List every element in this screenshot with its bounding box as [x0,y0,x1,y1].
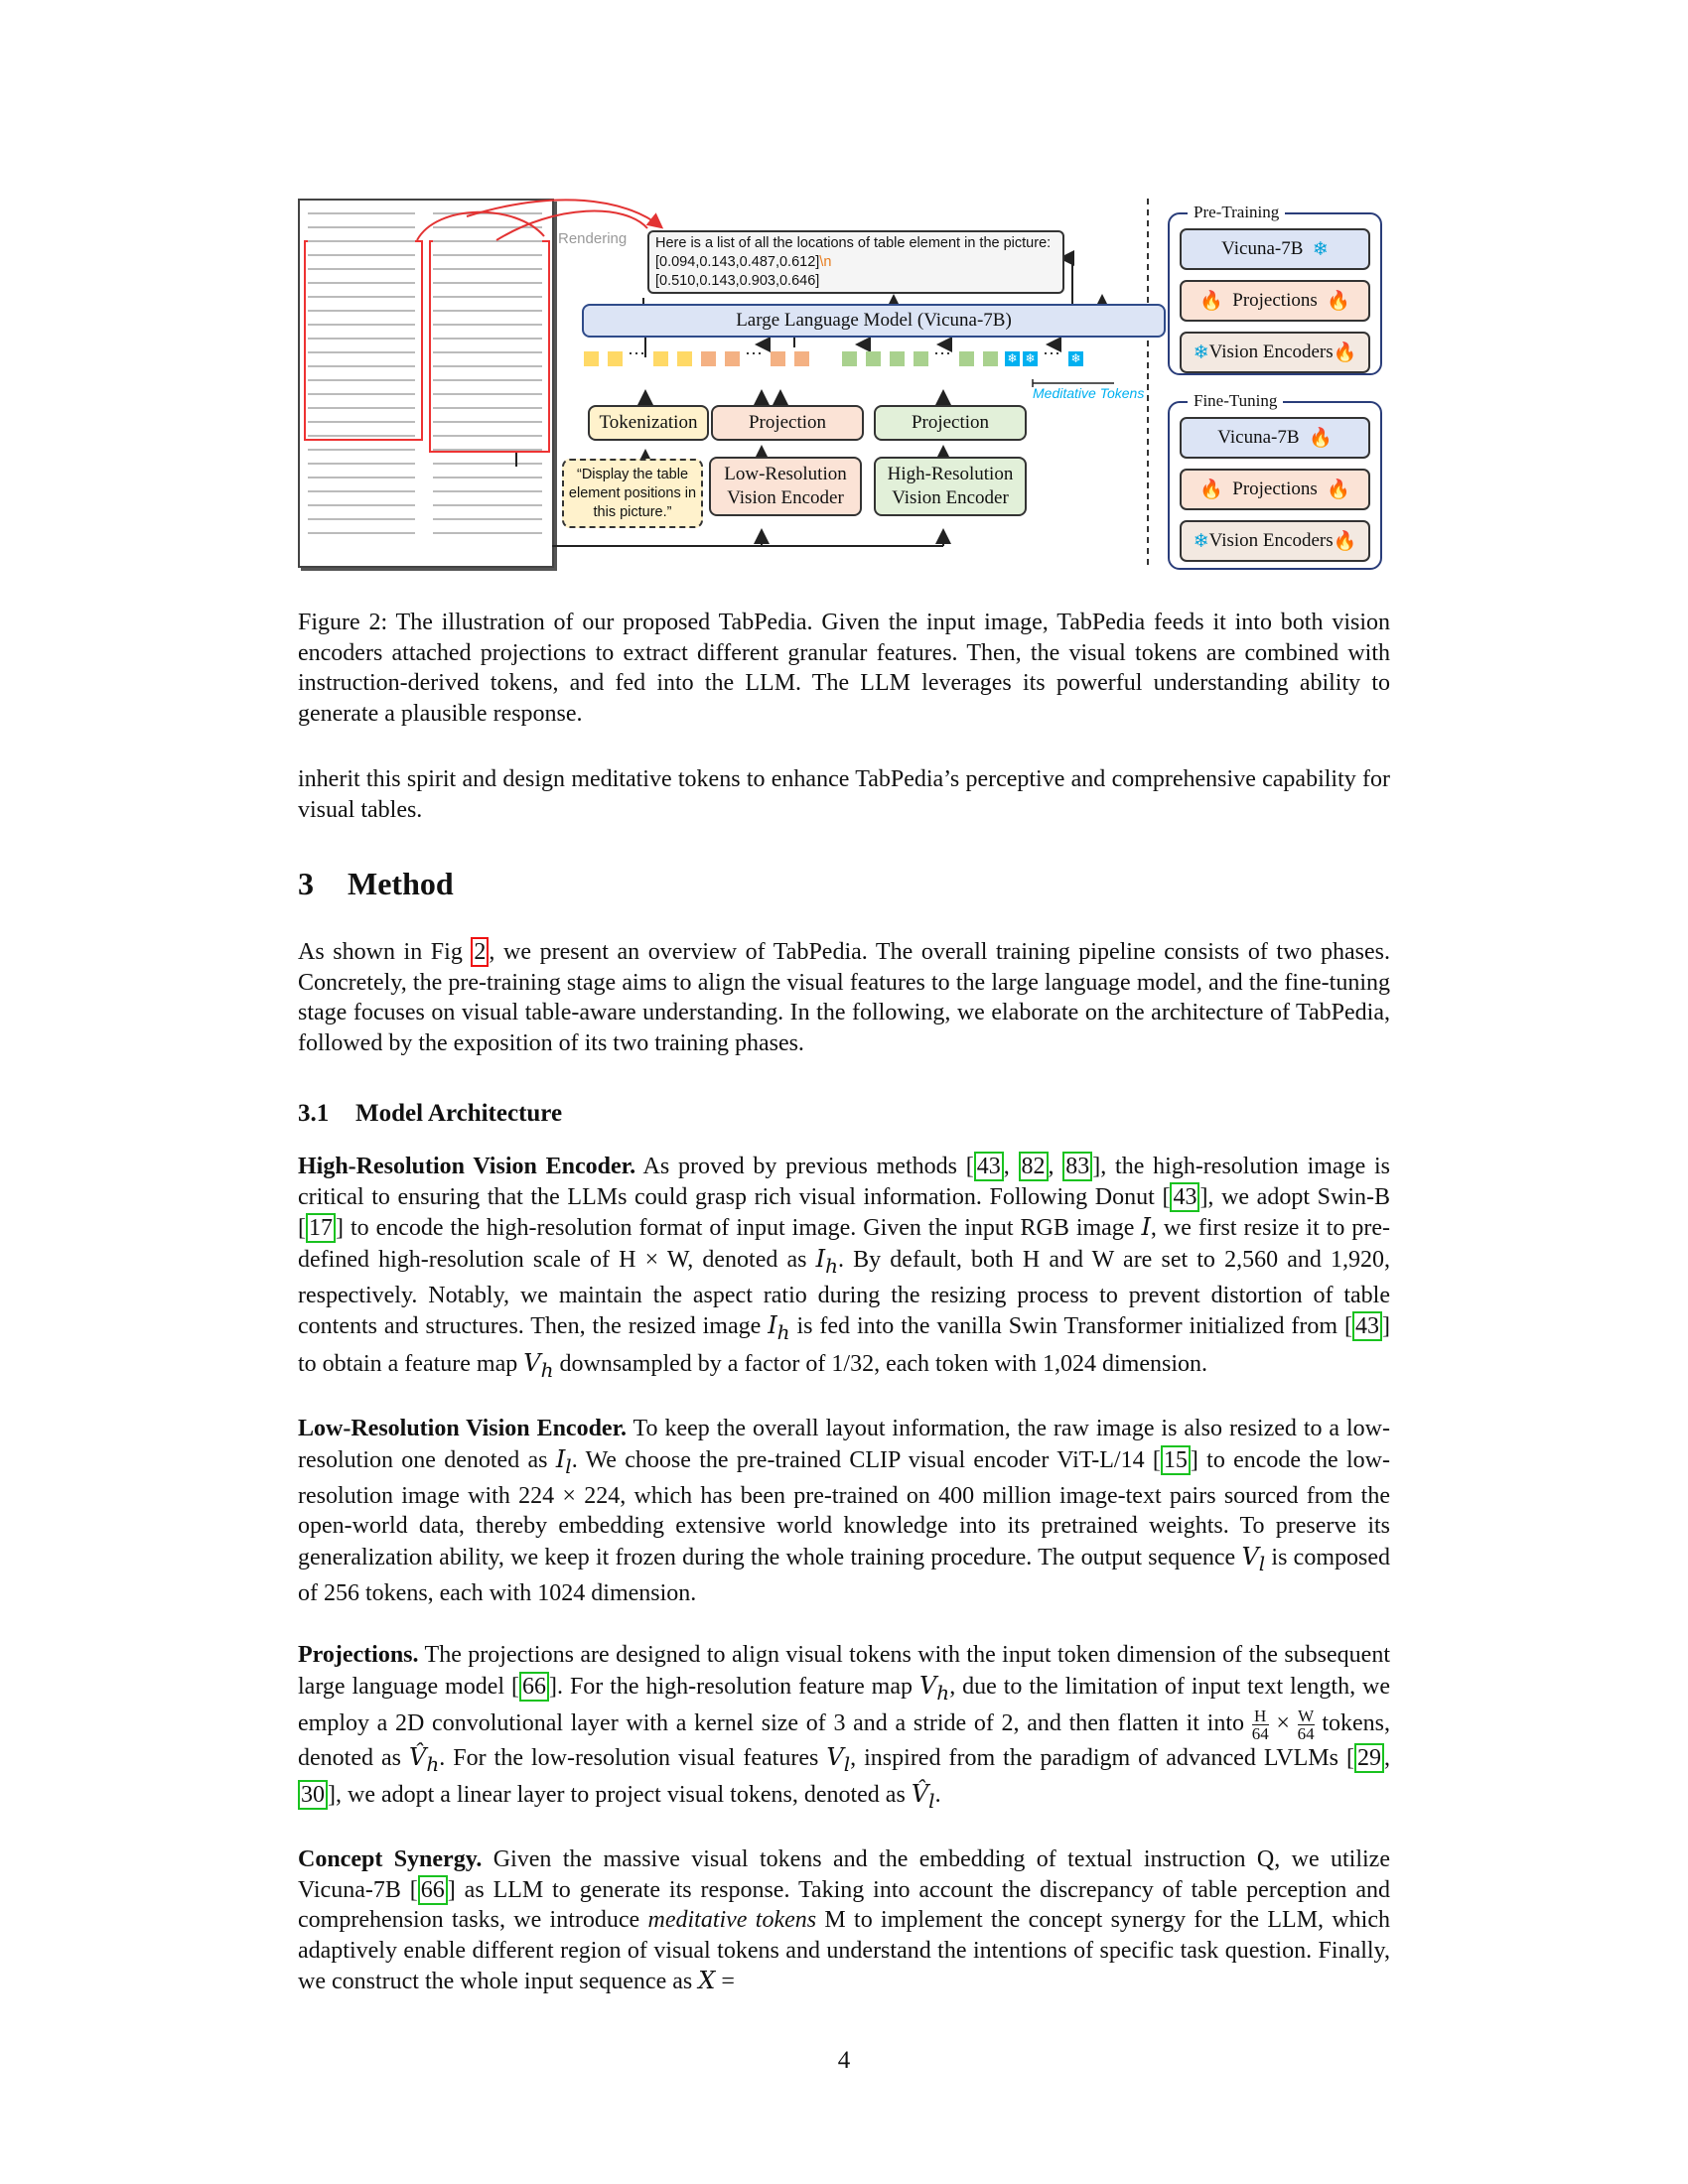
subsection-title-text: Model Architecture [355,1100,563,1127]
pretraining-vicuna [1180,228,1370,270]
citation-link[interactable]: 66 [418,1875,448,1905]
high-res-encoder-line-1: High-Resolution [887,464,1014,484]
citation-link[interactable]: 43 [974,1152,1004,1181]
fire-icon: 🔥 [1327,479,1350,500]
response-line-1: Here is a list of all the locations of table element in the picture: [655,235,1052,251]
subsection-title [298,1100,562,1128]
low-res-encoder-block [709,457,862,516]
method-intro-text: , we present an overview of TabPedia. The overall training pipeline consists of two phases. Concretely, the pre-training stage aims to align the visual features to the large language model, and the fine-tuning stage focuses on visual table-aware understanding. In the following, we elaborate on the architecture of TabPedia, followed by the exposition of its two training phases. [298,939,1390,1056]
high-res-token [890,351,905,366]
high-res-token [983,351,998,366]
paragraph-heading: Low-Resolution Vision Encoder. [298,1416,628,1441]
pretraining-label: Pre-Training [1188,203,1285,222]
finetuning-projections [1180,469,1370,510]
fire-icon: 🔥 [1333,342,1357,363]
citation-link[interactable]: 66 [519,1672,549,1702]
finetuning-panel [1168,391,1382,570]
high-res-projection-block: Projection [874,405,1027,441]
text-token [653,351,668,366]
tokenization-block: Tokenization [588,405,709,441]
pretraining-vision-encoders [1180,332,1370,373]
meditative-token: ❄ [1068,351,1083,366]
fire-icon: 🔥 [1327,291,1350,312]
fire-icon: 🔥 [1199,291,1223,312]
figure-reference-link[interactable]: 2 [471,937,489,967]
low-res-encoder-line-1: Low-Resolution [724,464,847,484]
finetuning-projections-label: Projections [1232,478,1318,499]
high-res-encoder-block [874,457,1027,516]
paragraph-heading: Concept Synergy. [298,1846,483,1872]
method-intro-paragraph [298,937,1390,1058]
fire-icon: 🔥 [1309,428,1333,449]
citation-link[interactable]: 43 [1170,1182,1199,1212]
high-res-token [842,351,857,366]
pretraining-panel [1168,203,1382,375]
pretraining-projections [1180,280,1370,322]
paragraph-heading: Projections. [298,1642,419,1668]
intro-paragraph: inherit this spirit and design meditative tokens to enhance TabPedia’s perceptive and comprehensive capability for visual tables. [298,766,1390,823]
finetuning-vicuna [1180,417,1370,459]
response-line-3: [0.510,0.143,0.903,0.646] [655,273,820,289]
pretraining-vicuna-label: Vicuna-7B [1221,238,1304,259]
low-res-token [701,351,716,366]
citation-link[interactable]: 82 [1019,1152,1049,1181]
low-res-token [771,351,785,366]
pretraining-vision-encoders-label: Vision Encoders [1208,341,1334,362]
snowflake-icon: ❄ [1193,530,1209,552]
low-res-projection-block: Projection [711,405,864,441]
llm-block: Large Language Model (Vicuna-7B) [582,304,1166,338]
response-newline-token: \n [819,254,832,270]
low-res-encoder-line-2: Vision Encoder [727,487,844,508]
text-token [584,351,599,366]
meditative-token: ❄ [1005,351,1020,366]
finetuning-vision-encoders [1180,520,1370,562]
method-intro-text: As shown in Fig [298,939,472,965]
figure-caption: Figure 2: The illustration of our proposed TabPedia. Given the input image, TabPedia feeds it into both vision encoders attached projections to extract different granular features. Then, the visual tokens are combined with instruction-derived tokens, and fed into the LLM. The LLM leverages its powerful understanding ability to generate a plausible response. [298,610,1390,727]
llm-response-box [647,230,1064,294]
ellipsis: ··· [745,343,763,363]
high-res-token [959,351,974,366]
text-token [677,351,692,366]
projections-paragraph: Projections. The projections are designed to align visual tokens with the input token dimension of the subsequent large language model [ 66 ]. For the high-resolution feature map $V_h$, due to the limitation of input text length, we employ a 2D convolutional layer with a kernel size of 3 and a stride of 2, and then flatten it into $\frac{H}{64}$ × $\frac{W}{64}$ tokens, denoted as $V̂_h$. For the low-resolution visual features $V_l$, inspired from the paradigm of advanced LVLMs [ 29 , 30 ], we adopt a linear layer to project visual tokens, denoted as $V̂_l$. [298,1642,1391,1813]
section-title-text: Method [348,866,454,901]
fraction: $\frac{W}{64}$ [1297,1706,1315,1743]
text-token [608,351,623,366]
rendering-label: Rendering [558,230,628,247]
ellipsis: ··· [933,343,951,363]
low-res-token [794,351,809,366]
high-res-token [866,351,881,366]
response-line-2: [0.094,0.143,0.487,0.612] [655,254,820,270]
high-res-token [914,351,928,366]
finetuning-vision-encoders-label: Vision Encoders [1208,530,1334,551]
snowflake-icon: ❄ [1312,238,1329,260]
high-res-encoder-line-2: Vision Encoder [892,487,1009,508]
ellipsis: ··· [628,343,645,363]
citation-link[interactable]: 83 [1062,1152,1092,1181]
citation-link[interactable]: 15 [1161,1445,1191,1475]
lr-encoder-paragraph: Low-Resolution Vision Encoder. To keep the overall layout information, the raw image is also resized to a low-resolution one denoted as $I_l$. We choose the pre-trained CLIP visual encoder ViT-L/14 [ 15 ] to encode the low-resolution image with 224 × 224, which has been pre-trained on 400 million image-text pairs sourced from the open-world data, thereby embedding extensive world knowledge into its pretrained weights. To preserve its generalization ability, we keep it frozen during the whole training procedure. The output sequence $V_l$ is composed of 256 tokens, each with 1024 dimension. [298,1416,1391,1607]
hr-encoder-paragraph: High-Resolution Vision Encoder. As proved by previous methods [ 43 , 82 , 83 ], the high-resolution image is critical to ensuring that the LLMs could grasp rich visual information. Following Donut [ 43 ], we adopt Swin-B [ 17 ] to encode the high-resolution format of input image. Given the input RGB image I, we first resize it to pre-defined high-resolution scale of H × W, denoted as $I_h$. By default, both H and W are set to 2,560 and 1,920, respectively. Notably, we maintain the aspect ratio during the resizing process to prevent distortion of table contents and structures. Then, the resized image $I_h$ is fed into the vanilla Swin Transformer initialized from [ 43 ] to obtain a feature map $V_h$ downsampled by a factor of 1/32, each token with 1,024 dimension. [298,1154,1391,1382]
instruction-box: “Display the table element positions in this picture.” [562,459,703,528]
snowflake-icon: ❄ [1193,341,1209,363]
fraction: $\frac{H}{64}$ [1251,1706,1269,1743]
citation-link[interactable]: 29 [1354,1743,1384,1773]
ellipsis: ··· [1043,343,1060,363]
figure-2 [298,199,1400,576]
fire-icon: 🔥 [1199,479,1223,500]
concept-synergy-paragraph: Concept Synergy. Given the massive visual tokens and the embedding of textual instruction Q, we utilize Vicuna-7B [ 66 ] as LLM to generate its response. Taking into account the discrepancy of table perception and comprehension tasks, we introduce meditative tokens M to implement the concept synergy for the LLM, which adaptively enable different region of visual tokens and understand the intentions of specific task question. Finally, we construct the whole input sequence as X = [298,1846,1390,1994]
section-title [298,866,454,902]
pretraining-projections-label: Projections [1232,290,1318,311]
citation-link[interactable]: 17 [306,1213,336,1243]
fire-icon: 🔥 [1333,531,1357,552]
citation-link[interactable]: 30 [298,1780,328,1810]
page-number: 4 [837,2047,851,2074]
citation-link[interactable]: 43 [1352,1311,1382,1341]
paragraph-heading: High-Resolution Vision Encoder. [298,1154,636,1179]
meditative-tokens-label: Meditative Tokens [1033,385,1145,401]
low-res-token [725,351,740,366]
section-number: 3 [298,866,314,901]
meditative-token: ❄ [1023,351,1038,366]
finetuning-label: Fine-Tuning [1188,391,1283,411]
subsection-number: 3.1 [298,1100,330,1127]
finetuning-vicuna-label: Vicuna-7B [1217,427,1300,448]
